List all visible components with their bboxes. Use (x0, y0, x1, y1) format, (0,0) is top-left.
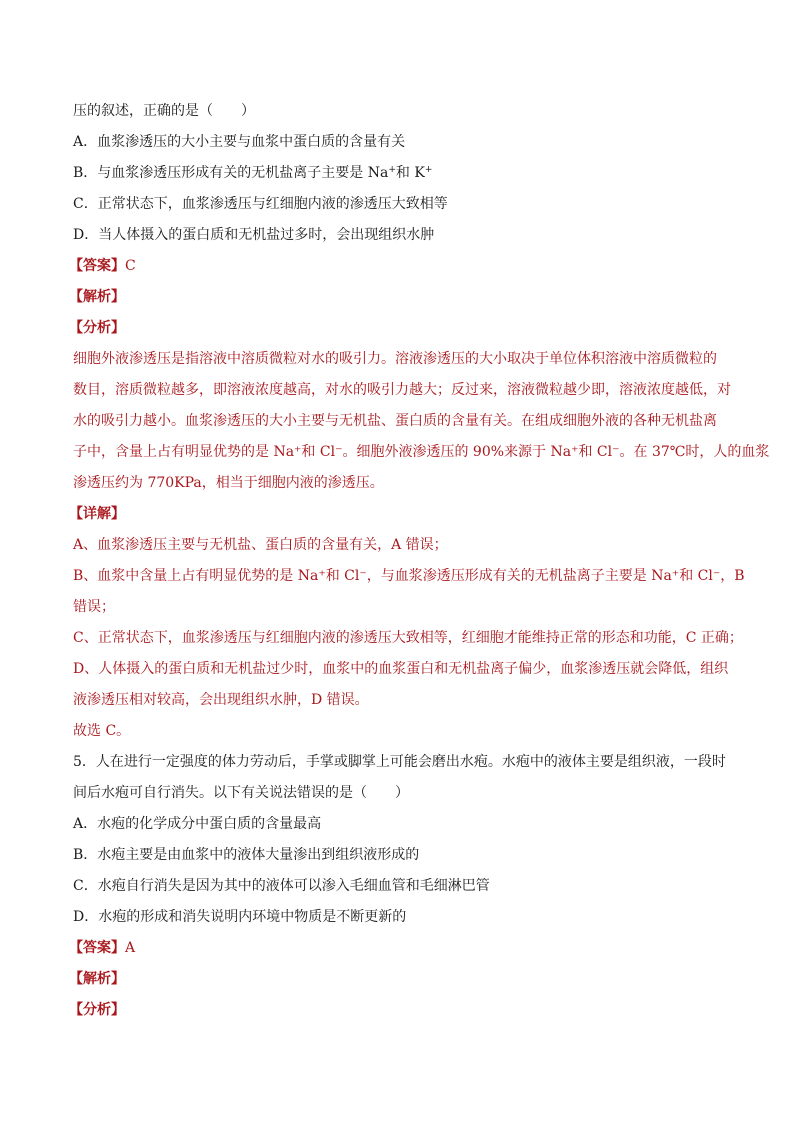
option-b (73, 158, 733, 189)
option-b-sup-1: + (388, 165, 396, 175)
option-b: B．水疱主要是由血浆中的液体大量渗出到组织液形成的 (73, 847, 420, 863)
question-5-stem: 5．人在进行一定强度的体力劳动后，手掌或脚掌上可能会磨出水疱。水疱中的液体主要是组织液，一段时 (73, 754, 726, 770)
option-a: A．水疱的化学成分中蛋白质的含量最高 (73, 816, 322, 832)
fenxi-line: 水的吸引力越小。血浆渗透压的大小主要与无机盐、蛋白质的含量有关。在组成细胞外液的各种无机盐离 (73, 413, 717, 429)
option-a: A．血浆渗透压的大小主要与血浆中蛋白质的含量有关 (73, 134, 406, 150)
fenxi-line: 数目，溶质微粒越多，即溶液浓度越高，对水的吸引力越大；反过来，溶液微粒越少即，溶液浓度越低，对 (73, 382, 731, 398)
option-d: D．当人体摄入的蛋白质和无机盐过多时，会出现组织水肿 (73, 227, 435, 243)
answer-line (69, 251, 729, 282)
fenxi-line: 子中，含量上占有明显优势的是 Na⁺和 Cl⁻。细胞外液渗透压的 90%来源于 Na⁺和 Cl⁻。在 37℃时，人的血浆 (73, 444, 770, 460)
detail-line: D、人体摄入的蛋白质和无机盐过少时，血浆中的血浆蛋白和无机盐离子偏少，血浆渗透压就会降低，组织 (73, 661, 729, 677)
answer-label: 【答案】 (69, 940, 125, 956)
option-b-sup-2: + (424, 165, 433, 175)
answer-label: 【答案】 (69, 258, 125, 274)
detail-line: 故选 C。 (73, 723, 131, 739)
fenxi-line: 渗透压约为 770KPa，相当于细胞内液的渗透压。 (73, 475, 384, 491)
answer-value: A (125, 940, 136, 956)
detail-line: 液渗透压相对较高，会出现组织水肿，D 错误。 (73, 692, 369, 708)
fenxi-line: 细胞外液渗透压是指溶液中溶质微粒对水的吸引力。溶液渗透压的大小取决于单位体积溶液中溶质微粒的 (73, 351, 717, 367)
fenxi-label: 【分析】 (69, 320, 125, 336)
detail-line: 错误； (73, 599, 115, 615)
detail-line: B、血浆中含量上占有明显优势的是 Na⁺和 Cl⁻，与血浆渗透压形成有关的无机盐离子主要是 Na⁺和 Cl⁻，B (73, 568, 745, 584)
option-c: C．正常状态下，血浆渗透压与红细胞内液的渗透压大致相等 (73, 196, 448, 212)
detail-label: 【详解】 (69, 506, 125, 522)
analysis-label: 【解析】 (69, 971, 125, 987)
fenxi-label: 【分析】 (69, 1002, 125, 1018)
detail-line: C、正常状态下，血浆渗透压与红细胞内液的渗透压大致相等，红细胞才能维持正常的形态和功能，C 正确； (73, 630, 743, 646)
analysis-label: 【解析】 (69, 289, 125, 305)
question-5-stem-cont: 间后水疱可自行消失。以下有关说法错误的是（ ） (73, 785, 409, 801)
answer-line (69, 933, 729, 964)
question-stem-tail: 压的叙述，正确的是（ ） (73, 103, 255, 119)
option-c: C．水疱自行消失是因为其中的液体可以渗入毛细血管和毛细淋巴管 (73, 878, 490, 894)
option-d: D．水疱的形成和消失说明内环境中物质是不断更新的 (73, 909, 407, 925)
answer-value: C (125, 258, 136, 274)
option-b-text-mid: 和 K (395, 165, 425, 181)
option-b-text: B．与血浆渗透压形成有关的无机盐离子主要是 Na (73, 165, 389, 181)
detail-line: A、血浆渗透压主要与无机盐、蛋白质的含量有关，A 错误； (73, 537, 448, 553)
